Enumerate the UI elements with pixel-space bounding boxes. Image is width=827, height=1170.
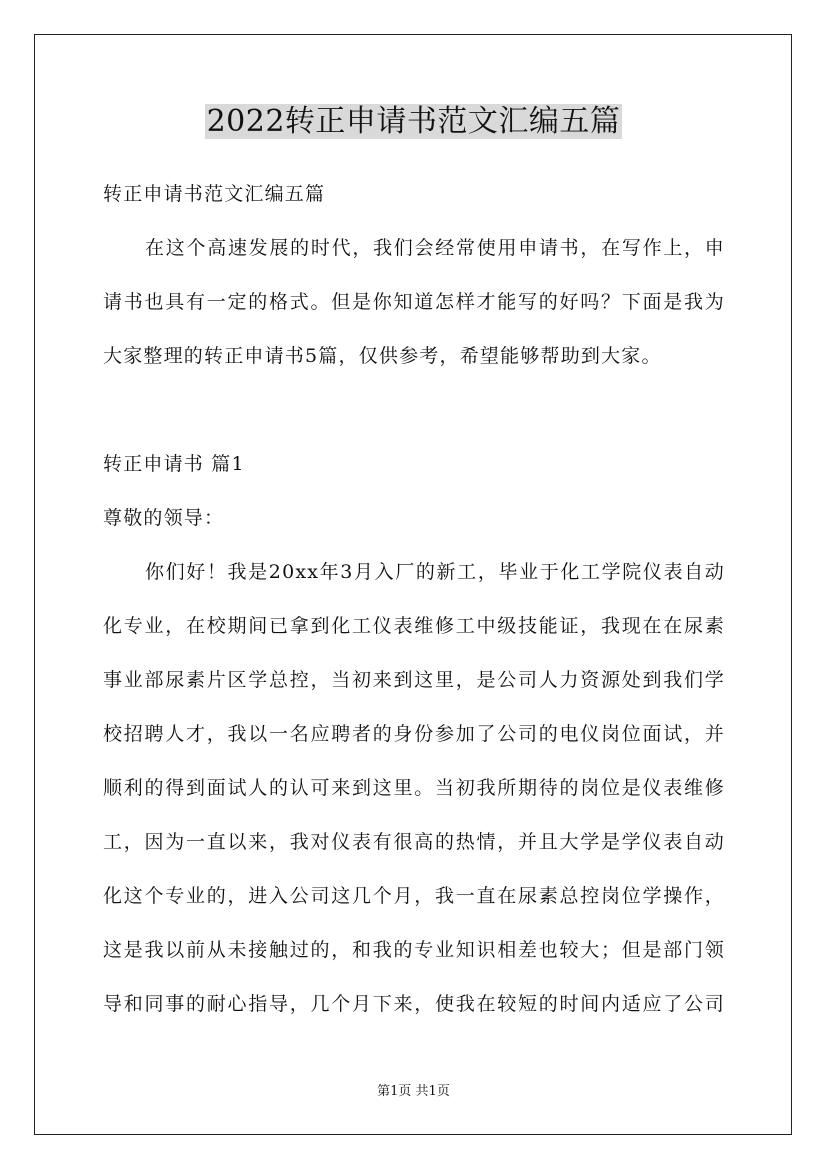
intro-line-1: 在这个高速发展的时代，我们会经常使用申请书，在写作上，申 bbox=[145, 237, 725, 259]
document-title bbox=[0, 100, 827, 144]
document-title-text: 2022转正申请书范文汇编五篇 bbox=[206, 104, 621, 139]
body-line-3: 事业部尿素片区学总控，当初来到这里，是公司人力资源处到我们学 bbox=[103, 669, 725, 691]
body-line-4: 校招聘人才，我以一名应聘者的身份参加了公司的电仪岗位面试，并 bbox=[103, 723, 725, 745]
body-line-5: 顺利的得到面试人的认可来到这里。当初我所期待的岗位是仪表维修 bbox=[103, 777, 725, 799]
body-line-1: 你们好！我是20xx年3月入厂的新工，毕业于化工学院仪表自动 bbox=[145, 561, 725, 583]
body-line-8: 这是我以前从未接触过的，和我的专业知识相差也较大；但是部门领 bbox=[103, 939, 725, 961]
document-subtitle: 转正申请书范文汇编五篇 bbox=[103, 183, 326, 205]
salutation: 尊敬的领导： bbox=[103, 507, 225, 529]
body-line-9: 导和同事的耐心指导，几个月下来，使我在较短的时间内适应了公司 bbox=[103, 993, 725, 1015]
section-heading: 转正申请书 篇1 bbox=[103, 453, 245, 475]
intro-line-2: 请书也具有一定的格式。但是你知道怎样才能写的好吗？下面是我为 bbox=[103, 291, 725, 313]
page-number-footer: 第1页 共1页 bbox=[377, 1084, 450, 1099]
intro-line-3: 大家整理的转正申请书5篇，仅供参考，希望能够帮助到大家。 bbox=[103, 345, 662, 367]
body-line-6: 工，因为一直以来，我对仪表有很高的热情，并且大学是学仪表自动 bbox=[103, 831, 725, 853]
body-line-7: 化这个专业的，进入公司这几个月，我一直在尿素总控岗位学操作， bbox=[103, 885, 725, 907]
body-line-2: 化专业，在校期间已拿到化工仪表维修工中级技能证，我现在在尿素 bbox=[103, 615, 725, 637]
